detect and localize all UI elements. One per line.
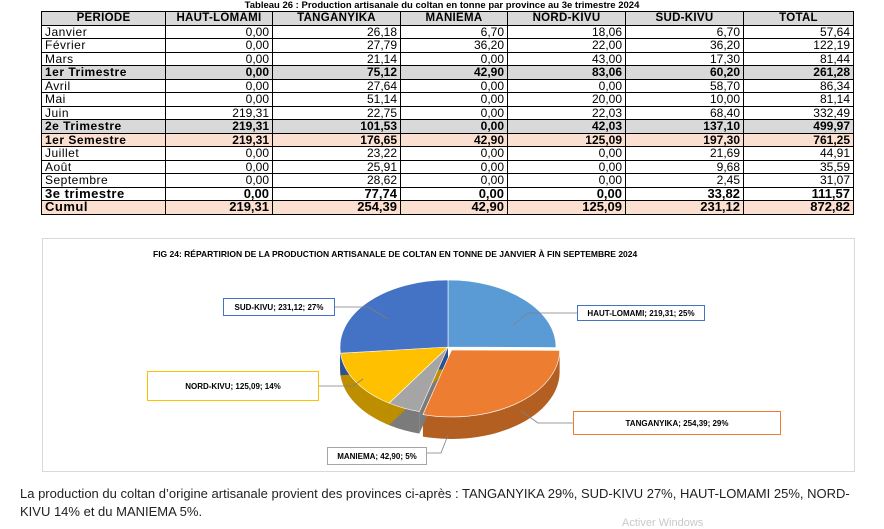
value-cell: 23,22 [273, 147, 401, 161]
value-cell: 0,00 [166, 187, 273, 201]
value-cell: 254,39 [273, 201, 401, 215]
period-cell: 2e Trimestre [42, 120, 166, 134]
value-cell: 332,49 [744, 106, 854, 120]
value-cell: 2,45 [626, 174, 744, 188]
value-cell: 42,90 [401, 66, 508, 80]
period-cell: 1er Trimestre [42, 66, 166, 80]
chart-title: FIG 24: RÉPARTIRION DE LA PRODUCTION ARTISANALE DE COLTAN EN TONNE DE JANVIER À FIN SEPTEMBRE 2024 [153, 249, 637, 259]
value-cell: 17,30 [626, 52, 744, 66]
table-row [42, 79, 854, 93]
value-cell: 0,00 [401, 187, 508, 201]
value-cell: 42,90 [401, 201, 508, 215]
period-cell: Juillet [42, 147, 166, 161]
period-cell: Septembre [42, 174, 166, 188]
value-cell: 0,00 [166, 174, 273, 188]
table-body [42, 25, 854, 214]
pie-chart [42, 238, 855, 472]
value-cell: 101,53 [273, 120, 401, 134]
table-row [42, 66, 854, 80]
value-cell: 219,31 [166, 133, 273, 147]
period-cell: Cumul [42, 201, 166, 215]
data-label-maniema: MANIEMA; 42,90; 5% [327, 447, 427, 465]
column-header: NORD-KIVU [508, 12, 626, 26]
value-cell: 60,20 [626, 66, 744, 80]
value-cell: 20,00 [508, 93, 626, 107]
table-row [42, 39, 854, 53]
value-cell: 0,00 [508, 147, 626, 161]
value-cell: 10,00 [626, 93, 744, 107]
table-row [42, 120, 854, 134]
value-cell: 27,79 [273, 39, 401, 53]
table-row [42, 201, 854, 215]
value-cell: 125,09 [508, 133, 626, 147]
value-cell: 86,34 [744, 79, 854, 93]
value-cell: 0,00 [166, 160, 273, 174]
value-cell: 68,40 [626, 106, 744, 120]
table-row [42, 93, 854, 107]
pie-slice-sud-kivu [340, 280, 448, 353]
period-cell: Février [42, 39, 166, 53]
value-cell: 57,64 [744, 25, 854, 39]
value-cell: 22,03 [508, 106, 626, 120]
period-cell: 1er Semestre [42, 133, 166, 147]
value-cell: 6,70 [626, 25, 744, 39]
pie-chart-svg [43, 239, 854, 471]
column-header: SUD-KIVU [626, 12, 744, 26]
value-cell: 122,19 [744, 39, 854, 53]
value-cell: 872,82 [744, 201, 854, 215]
column-header: TOTAL [744, 12, 854, 26]
value-cell: 58,70 [626, 79, 744, 93]
table-row [42, 160, 854, 174]
value-cell: 21,14 [273, 52, 401, 66]
period-cell: 3e trimestre [42, 187, 166, 201]
period-cell: Juin [42, 106, 166, 120]
value-cell: 0,00 [401, 106, 508, 120]
value-cell: 27,64 [273, 79, 401, 93]
value-cell: 0,00 [166, 147, 273, 161]
value-cell: 43,00 [508, 52, 626, 66]
value-cell: 0,00 [401, 79, 508, 93]
value-cell: 44,91 [744, 147, 854, 161]
data-label-sud-kivu: SUD-KIVU; 231,12; 27% [223, 298, 335, 316]
value-cell: 22,75 [273, 106, 401, 120]
table-row [42, 52, 854, 66]
column-header: HAUT-LOMAMI [166, 12, 273, 26]
value-cell: 36,20 [626, 39, 744, 53]
period-cell: Mars [42, 52, 166, 66]
value-cell: 21,69 [626, 147, 744, 161]
value-cell: 36,20 [401, 39, 508, 53]
value-cell: 499,97 [744, 120, 854, 134]
value-cell: 0,00 [508, 79, 626, 93]
value-cell: 231,12 [626, 201, 744, 215]
data-label-tanganyika: TANGANYIKA; 254,39; 29% [573, 411, 781, 435]
value-cell: 0,00 [166, 66, 273, 80]
pie-slice-haut-lomami [448, 280, 556, 348]
period-cell: Août [42, 160, 166, 174]
data-label-haut-lomami: HAUT-LOMAMI; 219,31; 25% [577, 305, 705, 321]
value-cell: 137,10 [626, 120, 744, 134]
value-cell: 0,00 [166, 93, 273, 107]
value-cell: 0,00 [166, 39, 273, 53]
period-cell: Mai [42, 93, 166, 107]
table-header-row [42, 12, 854, 26]
value-cell: 26,18 [273, 25, 401, 39]
value-cell: 0,00 [401, 120, 508, 134]
value-cell: 176,65 [273, 133, 401, 147]
value-cell: 9,68 [626, 160, 744, 174]
value-cell: 0,00 [508, 160, 626, 174]
value-cell: 33,82 [626, 187, 744, 201]
value-cell: 6,70 [401, 25, 508, 39]
period-cell: Avril [42, 79, 166, 93]
value-cell: 0,00 [401, 160, 508, 174]
value-cell: 35,59 [744, 160, 854, 174]
value-cell: 761,25 [744, 133, 854, 147]
value-cell: 0,00 [508, 187, 626, 201]
value-cell: 0,00 [401, 174, 508, 188]
value-cell: 219,31 [166, 201, 273, 215]
value-cell: 219,31 [166, 106, 273, 120]
value-cell: 0,00 [401, 52, 508, 66]
value-cell: 125,09 [508, 201, 626, 215]
table-row [42, 106, 854, 120]
value-cell: 0,00 [508, 174, 626, 188]
value-cell: 81,44 [744, 52, 854, 66]
value-cell: 25,91 [273, 160, 401, 174]
value-cell: 219,31 [166, 120, 273, 134]
value-cell: 0,00 [401, 147, 508, 161]
value-cell: 0,00 [166, 25, 273, 39]
table-row [42, 133, 854, 147]
value-cell: 42,90 [401, 133, 508, 147]
value-cell: 81,14 [744, 93, 854, 107]
value-cell: 51,14 [273, 93, 401, 107]
description-paragraph: La production du coltan d’origine artisanale provient des provinces ci-après : TANGANYIKA 29%, SUD-KIVU 27%, HAUT-LOMAMI 25%, NORD-KIVU 14% et du MANIEMA 5%. [20, 485, 865, 521]
value-cell: 0,00 [166, 52, 273, 66]
value-cell: 77,74 [273, 187, 401, 201]
data-label-nord-kivu: NORD-KIVU; 125,09; 14% [147, 371, 319, 401]
value-cell: 31,07 [744, 174, 854, 188]
table-row [42, 187, 854, 201]
value-cell: 28,62 [273, 174, 401, 188]
table-row [42, 174, 854, 188]
production-table [41, 11, 854, 215]
column-header: PERIODE [42, 12, 166, 26]
value-cell: 22,00 [508, 39, 626, 53]
column-header: MANIEMA [401, 12, 508, 26]
column-header: TANGANYIKA [273, 12, 401, 26]
value-cell: 83,06 [508, 66, 626, 80]
value-cell: 261,28 [744, 66, 854, 80]
value-cell: 75,12 [273, 66, 401, 80]
value-cell: 0,00 [401, 93, 508, 107]
value-cell: 197,30 [626, 133, 744, 147]
table-caption: Tableau 26 : Production artisanale du coltan en tonne par province au 3e trimestre 2024 [0, 1, 884, 11]
value-cell: 18,06 [508, 25, 626, 39]
windows-activation-watermark: Activer Windows [622, 517, 703, 529]
value-cell: 111,57 [744, 187, 854, 201]
table-row [42, 147, 854, 161]
value-cell: 0,00 [166, 79, 273, 93]
table-row [42, 25, 854, 39]
period-cell: Janvier [42, 25, 166, 39]
value-cell: 42,03 [508, 120, 626, 134]
